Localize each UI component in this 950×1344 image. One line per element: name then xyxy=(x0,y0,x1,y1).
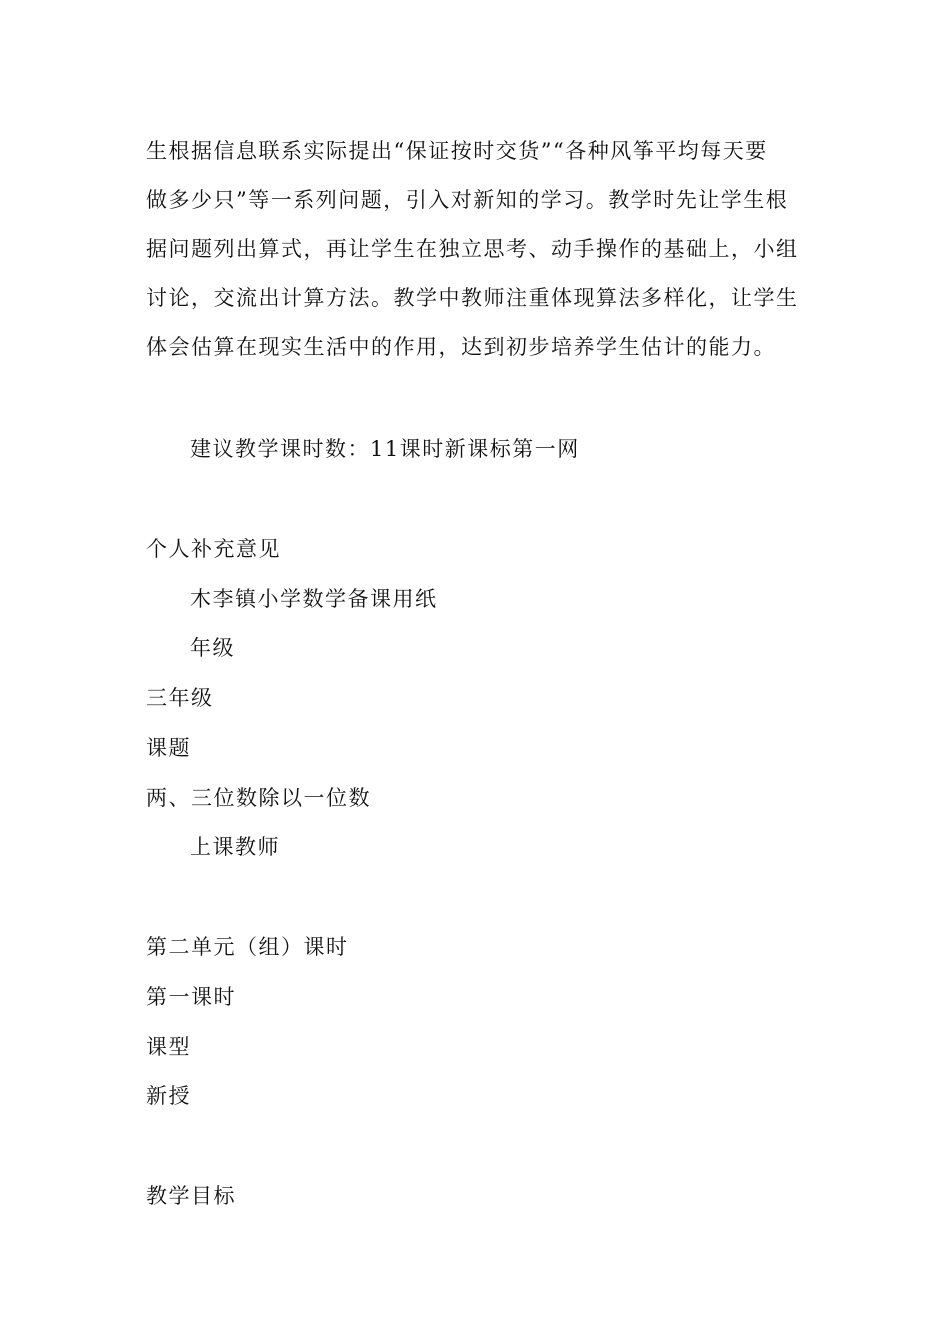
paragraph-line: 做多少只”等一系列问题，引入对新知的学习。教学时先让学生根 xyxy=(146,188,789,212)
teacher-label: 上课教师 xyxy=(190,835,280,859)
topic-label: 课题 xyxy=(146,736,191,760)
objective-label: 教学目标 xyxy=(146,1184,236,1208)
lesson-value: 第一课时 xyxy=(146,985,236,1009)
paragraph-line: 据问题列出算式，再让学生在独立思考、动手操作的基础上，小组 xyxy=(146,237,799,261)
type-label: 课型 xyxy=(146,1035,191,1059)
paragraph-line: 体会估算在现实生活中的作用，达到初步培养学生估计的能力。 xyxy=(146,335,776,359)
personal-note-label: 个人补充意见 xyxy=(146,537,281,561)
topic-value: 两、三位数除以一位数 xyxy=(146,786,371,810)
grade-label: 年级 xyxy=(190,636,235,660)
school-title: 木李镇小学数学备课用纸 xyxy=(190,587,438,611)
paragraph-line: 讨论，交流出计算方法。教学中教师注重体现算法多样化，让学生 xyxy=(146,286,799,310)
type-value: 新授 xyxy=(146,1084,191,1108)
grade-value: 三年级 xyxy=(146,686,214,710)
suggested-hours: 建议教学课时数：11课时新课标第一网 xyxy=(190,437,580,461)
paragraph-line: 生根据信息联系实际提出“保证按时交货”“各种风筝平均每天要 xyxy=(146,139,768,163)
body-paragraph xyxy=(146,127,806,372)
unit-label: 第二单元（组）课时 xyxy=(146,935,349,959)
